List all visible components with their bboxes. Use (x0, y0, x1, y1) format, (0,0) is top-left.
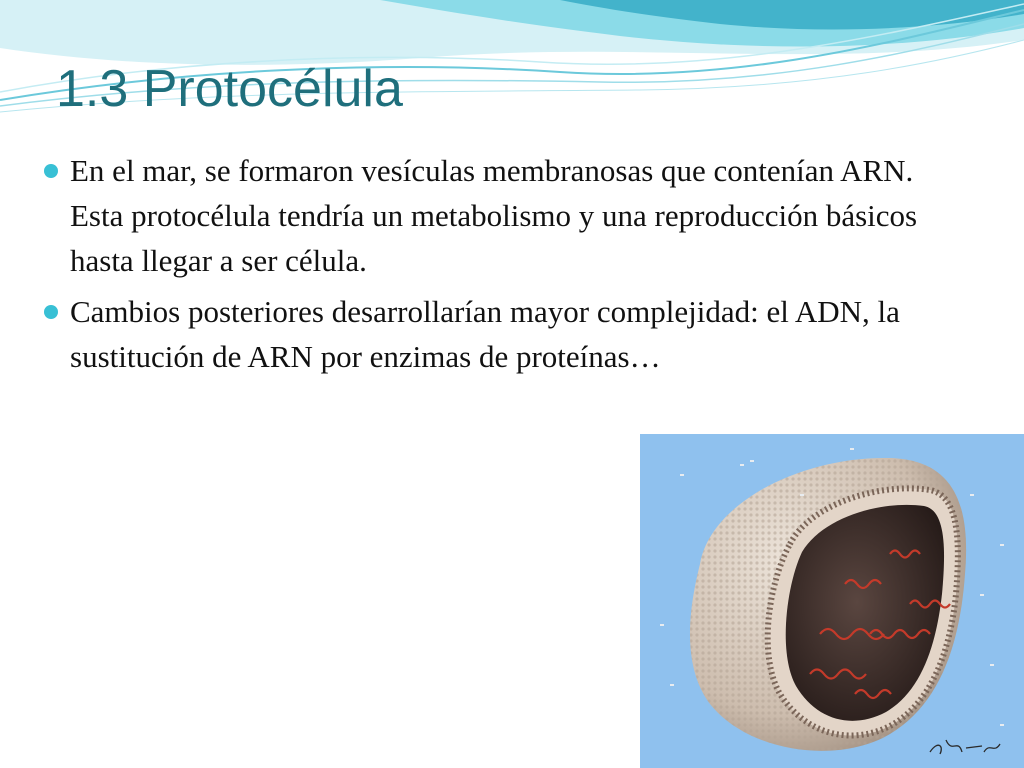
particle (800, 494, 804, 496)
particle (990, 664, 994, 666)
bullet-item (44, 289, 964, 379)
particle (750, 460, 754, 462)
bullet-text: Cambios posteriores desarrollarían mayor complejidad: el ADN, la sustitución de ARN por enzimas de proteínas… (70, 294, 900, 374)
particle (660, 624, 664, 626)
bullet-marker-icon (44, 305, 58, 319)
protocell-drawing (640, 434, 1024, 768)
protocell-illustration (640, 434, 1024, 768)
bullet-list (44, 148, 964, 385)
particle (1000, 724, 1004, 726)
bullet-marker-icon (44, 164, 58, 178)
bullet-text: En el mar, se formaron vesículas membranosas que contenían ARN. Esta protocélula tendría un metabolismo y una reproducción básicos hasta llegar a ser célula. (70, 153, 918, 278)
particle (740, 464, 744, 466)
artist-signature (930, 740, 1000, 754)
bullet-item (44, 148, 964, 283)
particle (680, 474, 684, 476)
particle (670, 684, 674, 686)
slide-title: 1.3 Protocélula (56, 60, 403, 118)
particle (850, 448, 854, 450)
particle (970, 494, 974, 496)
particle (1000, 544, 1004, 546)
particle (980, 594, 984, 596)
